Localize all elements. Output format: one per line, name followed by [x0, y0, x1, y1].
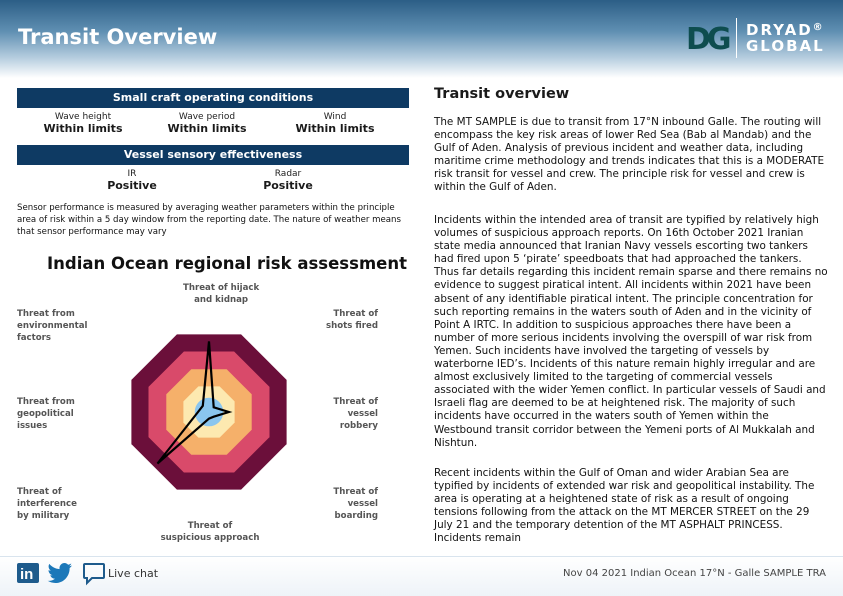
- axis-label-hijack: Threat of hijack and kidnap: [183, 283, 260, 305]
- twitter-icon[interactable]: [47, 563, 73, 583]
- wind-value: Within limits: [295, 122, 375, 135]
- svg-text:in: in: [20, 566, 34, 583]
- sensory-heading: Vessel sensory effectiveness: [17, 145, 409, 165]
- chat-bubble-icon[interactable]: [82, 562, 106, 586]
- axis-label-shots-fired: Threat of shots fired: [326, 309, 378, 331]
- axis-label-boarding: Threat of vessel boarding: [333, 487, 378, 521]
- page-title: Transit Overview: [18, 25, 218, 49]
- chart-title: Indian Ocean regional risk assessment: [47, 254, 407, 273]
- report-title: Transit overview: [434, 86, 570, 102]
- ir-label: IR: [127, 169, 137, 179]
- axis-label-environmental: Threat from environmental factors: [17, 309, 88, 343]
- report-paragraph-1: The MT SAMPLE is due to transit from 17°N inbound Galle. The routing will encompass the key risk areas of lower Red Sea (Bab al Mandab) and the Gulf of Aden. Analysis of previous incident and weather data, including maritime crime methodology and trends indicates that this is a MODERATE risk transit for vessel and crew. The principle risk for vessel and crew is within the Gulf of Aden.: [434, 116, 825, 194]
- small-craft-heading: Small craft operating conditions: [17, 88, 409, 108]
- radar-label: Radar: [274, 169, 302, 179]
- wave-height-value: Within limits: [43, 122, 123, 135]
- linkedin-icon[interactable]: [17, 563, 39, 583]
- footer-info: Nov 04 2021 Indian Ocean 17°N - Galle SAMPLE TRA: [563, 568, 826, 579]
- axis-label-geopolitical: Threat from geopolitical issues: [17, 397, 75, 431]
- report-paragraph-2: Incidents within the intended area of transit are typified by relatively high volumes of suspicious approach reports. On 16th October 2021 Iranian state media announced that Iranian Navy vessels escorting two tankers had fired upon 5 ‘pirate’ speedboats that had approached the tankers. Thus far details regarding this incident remain sparse and there remains no evidence to suggest piratical intent. All incidents within 2021 have been absent of any identifiable piratical intent. The principle concentration for such reporting remains in the waters south of Aden and in the vicinity of Point A IRTC. In addition to suspicious approaches there have been a number of more serious incidents involving the overspill of war risk from Yemen. Such incidents have involved the targeting of vessels by waterborne IED’s. Incidents of this nature remain highly irregular and are almost exclusively limited to the targeting of commercial vessels associated with the wider Yemen conflict. In particular vessels of Saudi and Israeli flag are deemed to be at heightened risk. The majority of such incidents have occurred in the waters south of Yemen within the Westbound transit corridor between the Yemeni ports of Al Mukkalah and Nishtun.: [434, 214, 828, 449]
- live-chat-link[interactable]: Live chat: [108, 567, 159, 580]
- radar-value: Positive: [263, 179, 313, 192]
- logo-mark: DG: [686, 22, 728, 57]
- axis-label-robbery: Threat of vessel robbery: [333, 397, 378, 431]
- wave-period-label: Wave period: [178, 112, 236, 122]
- logo-line-2: GLOBAL: [746, 37, 825, 55]
- axis-label-military: Threat of interference by military: [17, 487, 77, 521]
- logo-line-1: DRYAD®: [746, 21, 825, 39]
- axis-label-suspicious-approach: Threat of suspicious approach: [160, 521, 260, 543]
- wave-height-label: Wave height: [54, 112, 112, 122]
- sensor-note: Sensor performance is measured by averaging weather parameters within the principle area of risk within a 5 day window from the reporting date. The nature of weather means that sensor performance may vary: [17, 203, 401, 237]
- report-paragraph-3: Recent incidents within the Gulf of Oman and wider Arabian Sea are typified by incidents of extended war risk and geopolitical instability. The area is operating at a heightened state of risk as a result of ongoing tensions following from the attack on the MT MERCER STREET on the 29 July 21 and the temporary detention of the MT ASPHALT PRINCESS. Incidents remain: [434, 467, 815, 545]
- ir-value: Positive: [107, 179, 157, 192]
- wind-label: Wind: [323, 112, 347, 122]
- wave-period-value: Within limits: [167, 122, 247, 135]
